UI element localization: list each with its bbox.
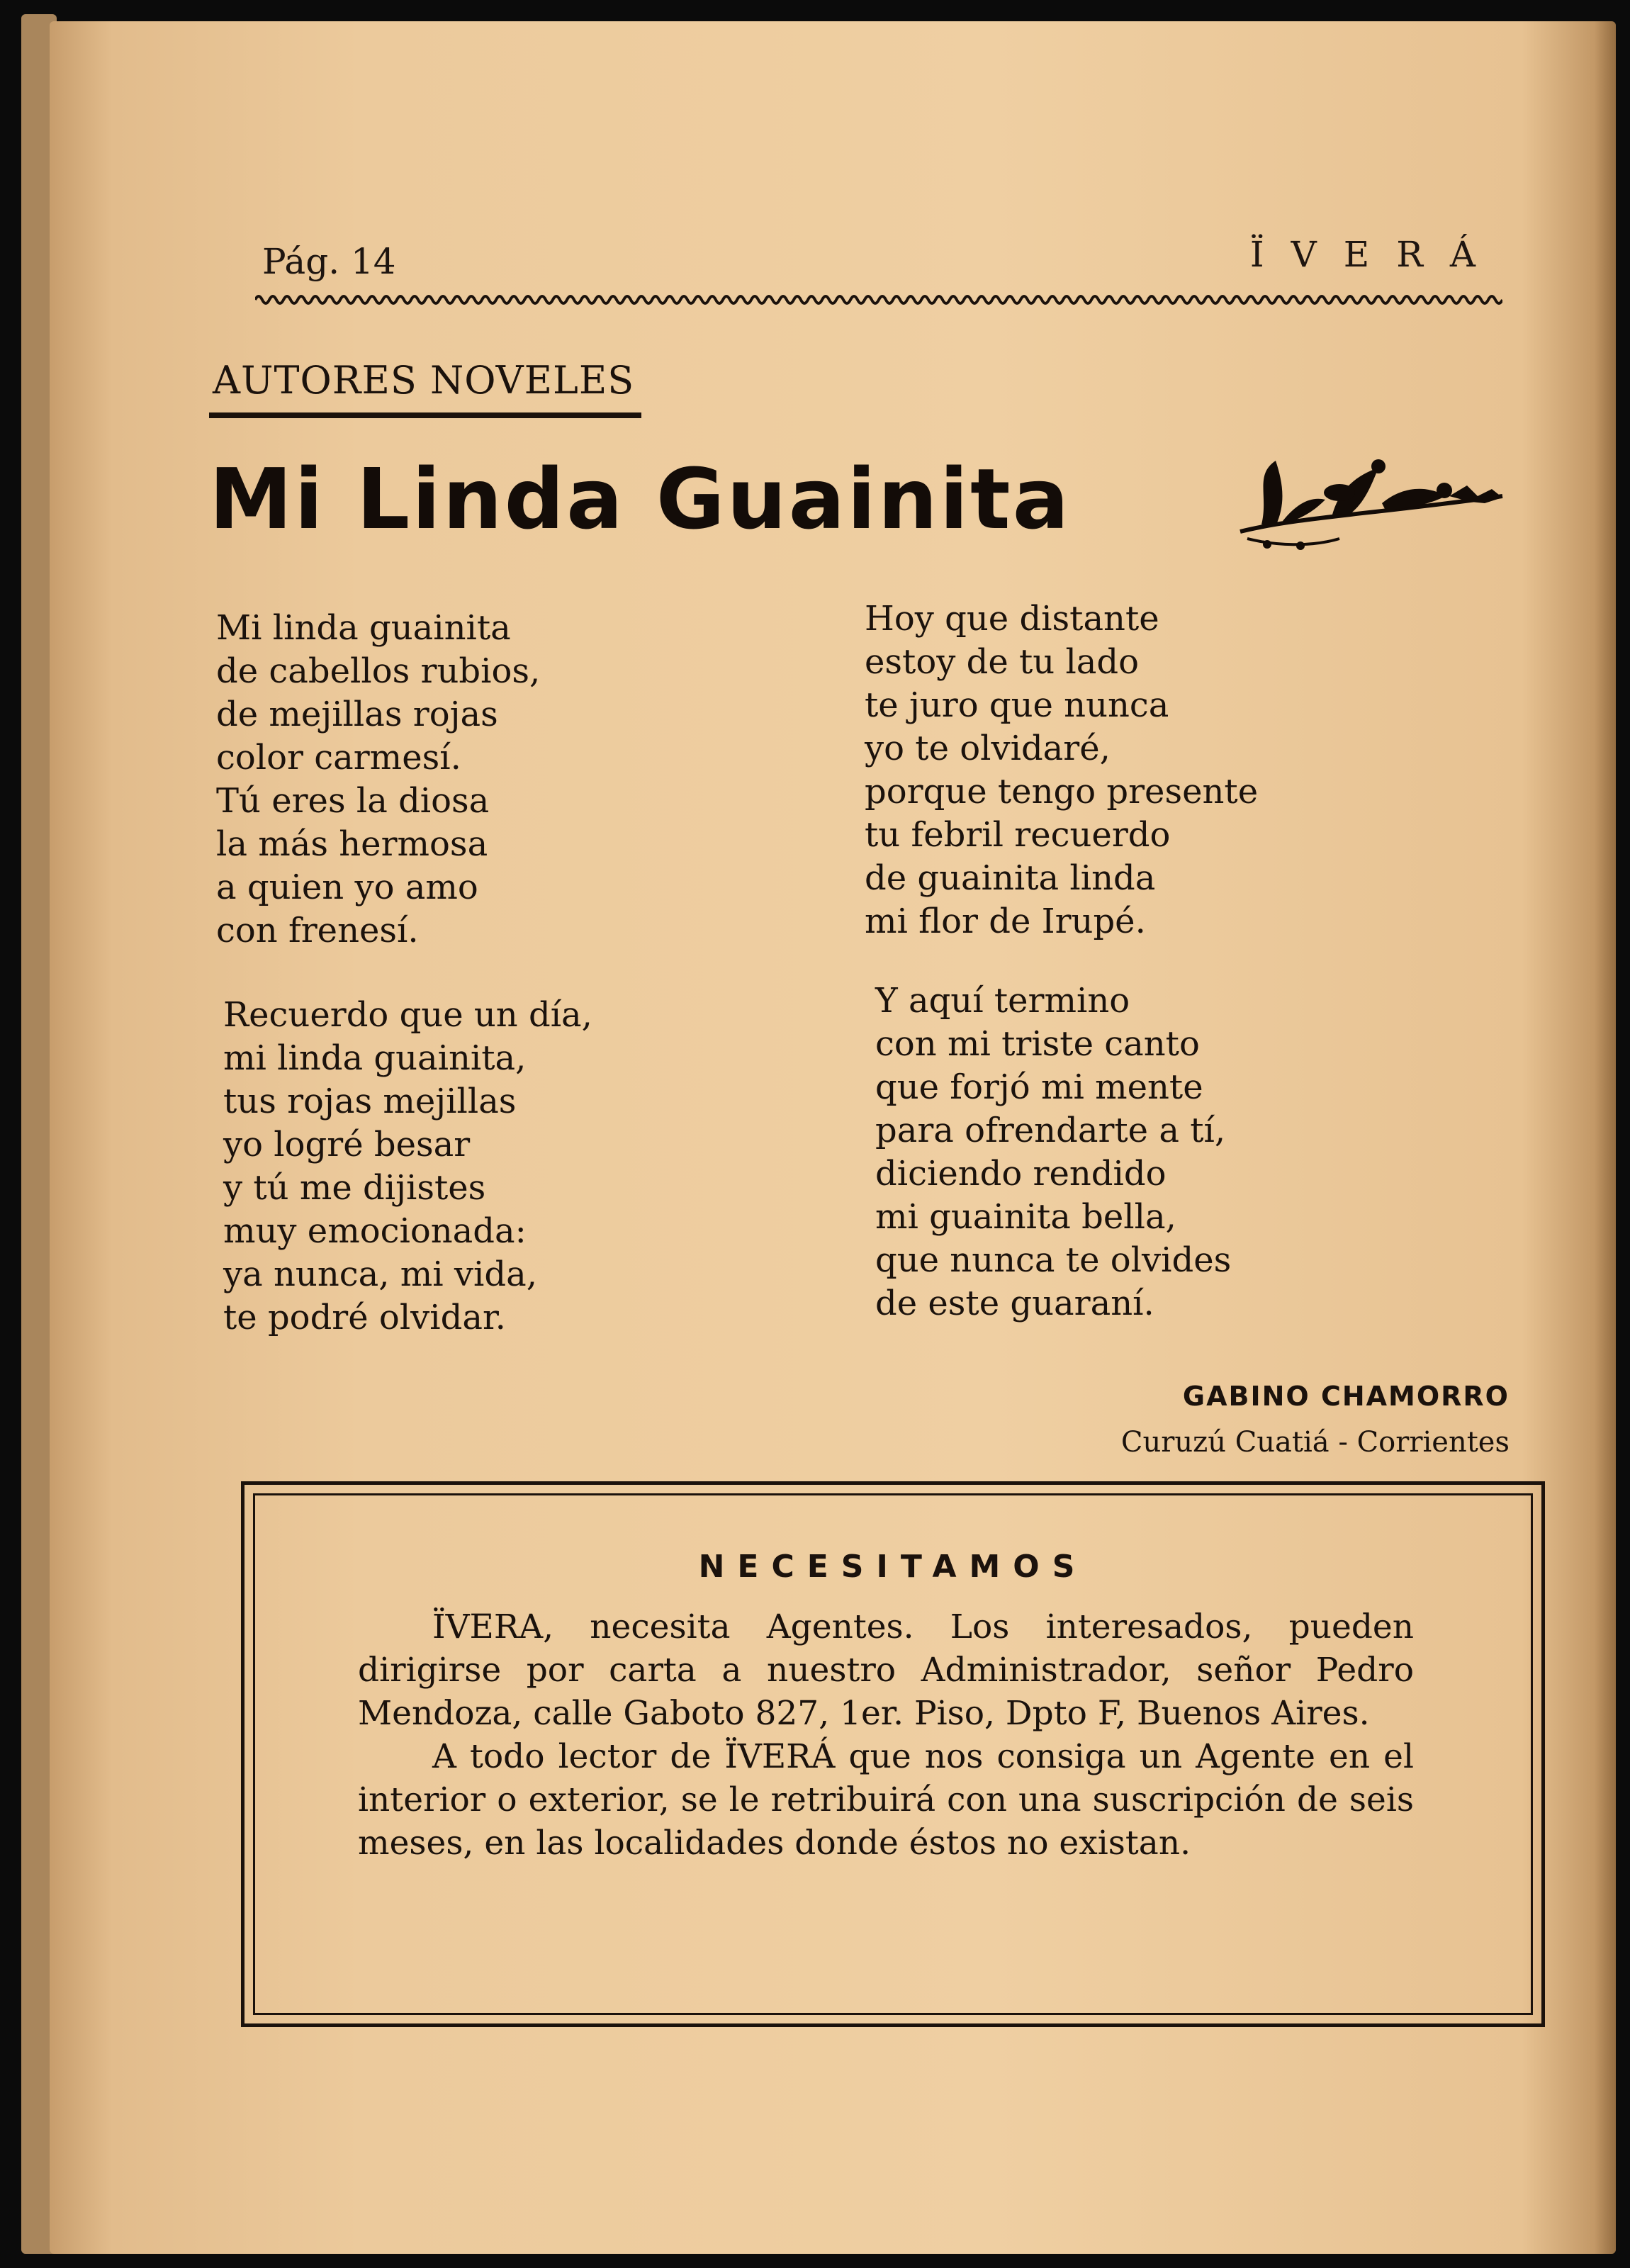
poem-line: tu febril recuerdo (865, 815, 1171, 855)
poem-line: mi linda guainita, (223, 1038, 527, 1078)
poem-stanza-4 (875, 979, 1231, 1325)
poem-line: que nunca te olvides (875, 1240, 1232, 1280)
page-header (206, 234, 1502, 305)
poem-stanza-1 (216, 607, 540, 953)
poem-line: ya nunca, mi vida, (223, 1254, 537, 1294)
poem-line: yo logré besar (223, 1125, 471, 1164)
magazine-name: ÏVERÁ (1249, 234, 1502, 275)
notice-paragraph-2: A todo lector de ÏVERÁ que nos consiga un Agente en el interior o exterior, se le retribuirá con una suscripción de seis meses, en las localidades donde éstos no existan. (358, 1737, 1414, 1863)
poem-line: color carmesí. (216, 738, 461, 777)
notice-box (241, 1481, 1545, 2027)
birds-on-branch-icon (1233, 447, 1510, 553)
poem-line: la más hermosa (216, 824, 488, 864)
poem-line: diciendo rendido (875, 1154, 1167, 1194)
poem-line: con mi triste canto (875, 1024, 1200, 1064)
poem-line: mi guainita bella, (875, 1197, 1176, 1237)
page-fold-shadow (1595, 21, 1616, 2254)
poem-line: Hoy que distante (865, 599, 1159, 639)
poem-line: estoy de tu lado (865, 642, 1140, 682)
notice-paragraph-1: ÏVERA, necesita Agentes. Los interesados, pueden dirigirse por carta a nuestro Administrador, señor Pedro Mendoza, calle Gaboto 827, 1er. Piso, Dpto F, Buenos Aires. (358, 1607, 1414, 1733)
poem-line: de guainita linda (865, 858, 1156, 898)
poem-line: yo te olvidaré, (865, 729, 1111, 768)
poem-line: tus rojas mejillas (223, 1082, 517, 1121)
poem-line: porque tengo presente (865, 772, 1259, 812)
page-number: Pág. 14 (262, 241, 396, 282)
poem-line: mi flor de Irupé. (865, 902, 1146, 941)
poem-line: te podré olvidar. (223, 1298, 506, 1337)
poem-line: a quien yo amo (216, 868, 478, 907)
poem-line: de mejillas rojas (216, 695, 498, 734)
wavy-rule (255, 289, 1502, 310)
author-name: GABINO CHAMORRO (1182, 1381, 1510, 1412)
poem-line: te juro que nunca (865, 685, 1169, 725)
section-label: AUTORES NOVELES (213, 358, 635, 403)
poem-line: para ofrendarte a tí, (875, 1111, 1226, 1150)
section-underline (209, 412, 641, 418)
poem-title: Mi Linda Guainita (209, 450, 1072, 548)
notice-title: NECESITAMOS (698, 1549, 1088, 1585)
poem-line: Tú eres la diosa (216, 781, 490, 821)
poem-stanza-3 (865, 597, 1258, 943)
poem-line: muy emocionada: (223, 1211, 527, 1251)
poem-stanza-2 (223, 994, 592, 1340)
poem-line: Mi linda guainita (216, 608, 511, 648)
poem-line: de cabellos rubios, (216, 651, 541, 691)
poem-line: Y aquí termino (875, 981, 1130, 1021)
poem-line: Recuerdo que un día, (223, 995, 592, 1035)
poem-line: que forjó mi mente (875, 1067, 1203, 1107)
notice-body (358, 1605, 1414, 1865)
poem-line: con frenesí. (216, 911, 419, 950)
author-place: Curuzú Cuatiá - Corrientes (1120, 1426, 1510, 1459)
poem-line: de este guaraní. (875, 1284, 1154, 1323)
poem-line: y tú me dijistes (223, 1168, 486, 1208)
